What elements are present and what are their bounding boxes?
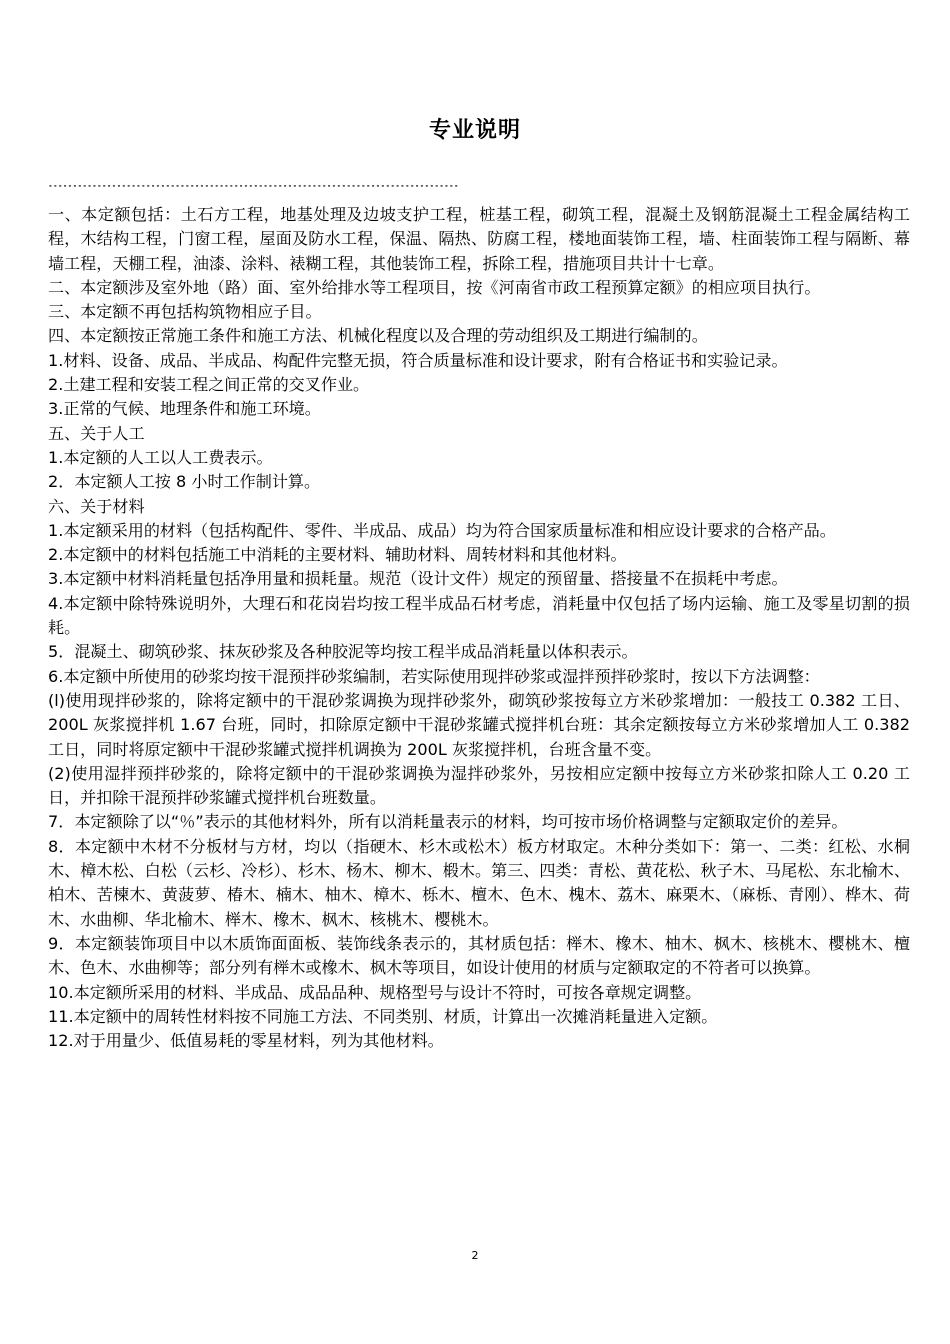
paragraph: 1.材料、设备、成品、半成品、构配件完整无损，符合质量标准和设计要求，附有合格证书和实验记录。 [48, 350, 788, 370]
paragraph: 4.本定额中除特殊说明外，大理石和花岗岩均按工程半成品石材考虑，消耗量中仅包括了场内运输、施工及零星切割的损耗。 [48, 593, 910, 638]
paragraph: (2)使用湿拌预拌砂浆的，除将定额中的干混砂浆调换为湿拌砂浆外，另按相应定额中按每立方米砂浆扣除人工 0.20 工日，并扣除干混预拌砂浆罐式搅拌机台班数量。 [48, 763, 910, 808]
paragraph: 5．混凝土、砌筑砂浆、抹灰砂浆及各种胶泥等均按工程半成品消耗量以体积表示。 [48, 642, 638, 662]
paragraph: 2.土建工程和安装工程之间正常的交叉作业。 [48, 375, 370, 395]
paragraph: 6.本定额中所使用的砂浆均按干混预拌砂浆编制，若实际使用现拌砂浆或湿拌预拌砂浆时，按以下方法调整： [48, 666, 820, 686]
page-number: 2 [471, 1249, 479, 1262]
paragraph: 10.本定额所采用的材料、半成品、成品品种、规格型号与设计不符时，可按各章规定调整。 [48, 982, 702, 1002]
paragraph: 四、本定额按正常施工条件和施工方法、机械化程度以及合理的劳动组织及工期进行编制的。 [48, 326, 708, 346]
paragraph: 3.本定额中材料消耗量包括净用量和损耗量。规范（设计文件）规定的预留量、搭接量不在损耗中考虑。 [48, 569, 788, 589]
paragraph: 1.本定额的人工以人工费表示。 [48, 447, 273, 467]
paragraph: 3.正常的气候、地理条件和施工环境。 [48, 399, 321, 419]
paragraph: (l)使用现拌砂浆的，除将定额中的干混砂浆调换为现拌砂浆外，砌筑砂浆按每立方米砂浆增加：一般技工 0.382 工日、200L 灰浆搅拌机 1.67 台班，同时，扣除原定额中干混砂浆罐式搅拌机台班：其余定额按每立方米砂浆增加人工 0.382 工日，同时将原定额中干混砂浆罐式搅拌机调换为 200L 灰浆搅拌机，台班含量不变。 [48, 690, 910, 759]
paragraph: 11.本定额中的周转性材料按不同施工方法、不同类别、材质，计算出一次摊消耗量进入定额。 [48, 1006, 718, 1026]
dashed-divider: ------------------------------------------------------------------------------------ [48, 178, 459, 194]
paragraph: 二、本定额涉及室外地（路）面、室外给排水等工程项目，按《河南省市政工程预算定额》的相应项目执行。 [48, 277, 821, 297]
paragraph: 8．本定额中木材不分板材与方材，均以（指硬木、杉木或松木）板方材取定。木种分类如下：第一、二类：红松、水桐木、樟木松、白松（云杉、冷杉）、杉木、杨木、柳木、椴木。第三、四类：青松、黄花松、秋子木、马尾松、东北榆木、柏木、苦楝木、黄菠萝、椿木、楠木、柚木、樟木、栎木、檀木、色木、槐木、荔木、麻栗木、（麻栎、青刚）、桦木、荷木、水曲柳、华北榆木、榉木、橡木、枫木、核桃木、樱桃木。 [48, 836, 910, 929]
paragraph: 7．本定额除了以“％”表示的其他材料外，所有以消耗量表示的材料，均可按市场价格调整与定额取定价的差异。 [48, 812, 848, 832]
document-body [48, 203, 910, 1053]
paragraph: 9．本定额装饰项目中以木质饰面面板、装饰线条表示的，其材质包括：榉木、橡木、柚木、枫木、核桃木、樱桃木、檀木、色木、水曲柳等；部分列有榉木或橡木、枫木等项目，如设计使用的材质与定额取定的不符者可以换算。 [48, 933, 910, 978]
paragraph: 12.对于用量少、低值易耗的零星材料，列为其他材料。 [48, 1031, 444, 1051]
paragraph: 2．本定额人工按 8 小时工作制计算。 [48, 472, 321, 492]
section-heading: 五、关于人工 [48, 423, 145, 443]
section-heading: 六、关于材料 [48, 496, 145, 516]
paragraph: 三、本定额不再包括构筑物相应子目。 [48, 302, 322, 322]
page-title: 专业说明 [428, 118, 521, 143]
paragraph: 2.本定额中的材料包括施工中消耗的主要材料、辅助材料、周转材料和其他材料。 [48, 545, 627, 565]
paragraph: 1.本定额采用的材料（包括构配件、零件、半成品、成品）均为符合国家质量标准和相应设计要求的合格产品。 [48, 520, 836, 540]
paragraph: 一、本定额包括：土石方工程，地基处理及边坡支护工程，桩基工程，砌筑工程，混凝土及钢筋混凝土工程金属结构工程，木结构工程，门窗工程，屋面及防水工程，保温、隔热、防腐工程，楼地面装饰工程，墙、柱面装饰工程与隔断、幕墙工程，天棚工程，油漆、涂料、裱糊工程，其他装饰工程，拆除工程，措施项目共计十七章。 [48, 205, 910, 273]
